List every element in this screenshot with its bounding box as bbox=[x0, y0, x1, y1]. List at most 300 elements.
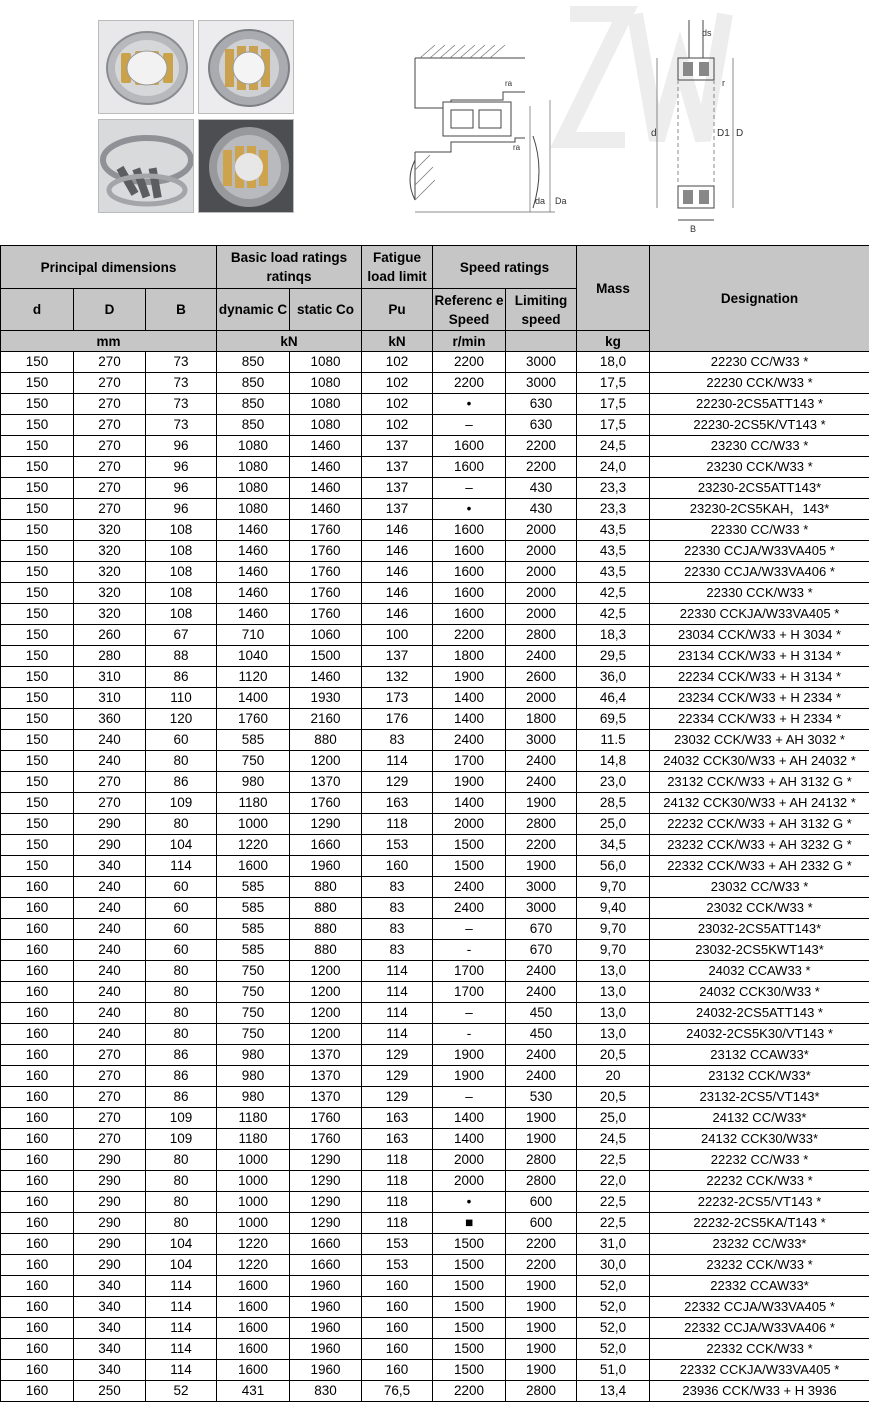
cell-static: 1500 bbox=[290, 646, 362, 667]
header-col-static: static Co bbox=[290, 289, 362, 331]
cell-B: 108 bbox=[146, 604, 217, 625]
cell-reference-speed: 1500 bbox=[433, 1255, 506, 1276]
cell-limiting-speed: 2000 bbox=[506, 604, 577, 625]
table-row bbox=[1, 1318, 869, 1339]
cell-designation: 22230-2CS5ATT143 * bbox=[650, 394, 869, 415]
cell-d: 150 bbox=[1, 394, 74, 415]
cell-reference-speed: 1500 bbox=[433, 856, 506, 877]
cell-pu: 129 bbox=[362, 1087, 433, 1108]
header-designation: Designation bbox=[650, 246, 869, 352]
cell-pu: 160 bbox=[362, 856, 433, 877]
cell-B: 73 bbox=[146, 394, 217, 415]
cell-mass: 43,5 bbox=[577, 520, 650, 541]
cell-designation: 22234 CCK/W33 + H 3134 * bbox=[650, 667, 869, 688]
bearing-photo-4 bbox=[198, 119, 294, 213]
cell-d: 160 bbox=[1, 919, 74, 940]
cell-d: 160 bbox=[1, 1381, 74, 1402]
cell-limiting-speed: 2000 bbox=[506, 520, 577, 541]
cell-D: 270 bbox=[74, 1045, 146, 1066]
cell-reference-speed: 1500 bbox=[433, 1276, 506, 1297]
cell-static: 1660 bbox=[290, 1255, 362, 1276]
cell-d: 160 bbox=[1, 1213, 74, 1234]
cell-D: 270 bbox=[74, 373, 146, 394]
cell-dynamic: 585 bbox=[217, 919, 290, 940]
cell-pu: 102 bbox=[362, 373, 433, 394]
cell-D: 340 bbox=[74, 1339, 146, 1360]
cell-d: 150 bbox=[1, 457, 74, 478]
cell-pu: 137 bbox=[362, 436, 433, 457]
cell-designation: 22332 CCK/W33 * bbox=[650, 1339, 869, 1360]
cell-static: 1760 bbox=[290, 1129, 362, 1150]
cell-mass: 13,0 bbox=[577, 1024, 650, 1045]
cell-B: 96 bbox=[146, 436, 217, 457]
cell-dynamic: 1000 bbox=[217, 814, 290, 835]
cell-reference-speed: 1500 bbox=[433, 835, 506, 856]
cell-d: 160 bbox=[1, 1108, 74, 1129]
cell-limiting-speed: 450 bbox=[506, 1003, 577, 1024]
cell-mass: 51,0 bbox=[577, 1360, 650, 1381]
cell-designation: 22334 CCK/W33 + H 2334 * bbox=[650, 709, 869, 730]
cell-mass: 25,0 bbox=[577, 1108, 650, 1129]
cell-pu: 83 bbox=[362, 730, 433, 751]
cell-limiting-speed: 2400 bbox=[506, 646, 577, 667]
cell-dynamic: 1760 bbox=[217, 709, 290, 730]
cell-d: 150 bbox=[1, 688, 74, 709]
cell-limiting-speed: 1800 bbox=[506, 709, 577, 730]
cell-D: 340 bbox=[74, 1318, 146, 1339]
cell-static: 1930 bbox=[290, 688, 362, 709]
cell-static: 880 bbox=[290, 877, 362, 898]
cell-static: 880 bbox=[290, 940, 362, 961]
cell-limiting-speed: 670 bbox=[506, 919, 577, 940]
cell-static: 1080 bbox=[290, 394, 362, 415]
cell-static: 1370 bbox=[290, 1045, 362, 1066]
cell-d: 160 bbox=[1, 1129, 74, 1150]
cell-reference-speed: – bbox=[433, 919, 506, 940]
cell-pu: 146 bbox=[362, 562, 433, 583]
cell-limiting-speed: 1900 bbox=[506, 1108, 577, 1129]
cell-designation: 23232 CCK/W33 + AH 3232 G * bbox=[650, 835, 869, 856]
cell-static: 1960 bbox=[290, 1297, 362, 1318]
header-col-B: B bbox=[146, 289, 217, 331]
cell-mass: 18,3 bbox=[577, 625, 650, 646]
cell-D: 320 bbox=[74, 541, 146, 562]
cell-mass: 22,5 bbox=[577, 1150, 650, 1171]
cell-mass: 52,0 bbox=[577, 1297, 650, 1318]
cell-limiting-speed: 2400 bbox=[506, 982, 577, 1003]
cell-static: 1760 bbox=[290, 562, 362, 583]
table-row bbox=[1, 604, 869, 625]
cell-static: 1290 bbox=[290, 1192, 362, 1213]
cell-designation: 22330 CCKJA/W33VA405 * bbox=[650, 604, 869, 625]
cell-reference-speed: 1800 bbox=[433, 646, 506, 667]
cell-mass: 28,5 bbox=[577, 793, 650, 814]
cell-d: 160 bbox=[1, 940, 74, 961]
cell-dynamic: 710 bbox=[217, 625, 290, 646]
cell-pu: 160 bbox=[362, 1318, 433, 1339]
cell-B: 114 bbox=[146, 1297, 217, 1318]
cell-limiting-speed: 1900 bbox=[506, 1339, 577, 1360]
cell-D: 340 bbox=[74, 1360, 146, 1381]
cell-d: 160 bbox=[1, 1150, 74, 1171]
header-unit-empty bbox=[506, 331, 577, 352]
svg-text:ds: ds bbox=[702, 28, 712, 38]
cell-d: 160 bbox=[1, 1339, 74, 1360]
table-row bbox=[1, 751, 869, 772]
cell-designation: 23032 CCK/W33 * bbox=[650, 898, 869, 919]
cell-D: 270 bbox=[74, 1108, 146, 1129]
cell-designation: 24032-2CS5K30/VT143 * bbox=[650, 1024, 869, 1045]
cell-designation: 22232 CC/W33 * bbox=[650, 1150, 869, 1171]
cell-dynamic: 585 bbox=[217, 940, 290, 961]
cell-pu: 118 bbox=[362, 1150, 433, 1171]
cell-reference-speed: 2000 bbox=[433, 1171, 506, 1192]
cell-reference-speed: 1900 bbox=[433, 1066, 506, 1087]
cell-static: 1200 bbox=[290, 982, 362, 1003]
cell-limiting-speed: 3000 bbox=[506, 373, 577, 394]
cell-B: 109 bbox=[146, 1108, 217, 1129]
header-fatigue-load-limit: Fatigue load limit bbox=[362, 246, 433, 289]
cell-B: 86 bbox=[146, 1066, 217, 1087]
cell-dynamic: 1080 bbox=[217, 499, 290, 520]
table-row bbox=[1, 667, 869, 688]
cell-B: 109 bbox=[146, 1129, 217, 1150]
cell-dynamic: 750 bbox=[217, 982, 290, 1003]
cell-D: 290 bbox=[74, 835, 146, 856]
cell-limiting-speed: 630 bbox=[506, 394, 577, 415]
cell-static: 1370 bbox=[290, 772, 362, 793]
cell-pu: 163 bbox=[362, 793, 433, 814]
cell-D: 270 bbox=[74, 499, 146, 520]
cell-designation: 23232 CCK/W33 * bbox=[650, 1255, 869, 1276]
cell-reference-speed: • bbox=[433, 1192, 506, 1213]
cell-mass: 56,0 bbox=[577, 856, 650, 877]
cell-reference-speed: 2400 bbox=[433, 877, 506, 898]
cell-B: 104 bbox=[146, 1234, 217, 1255]
cell-pu: 153 bbox=[362, 1234, 433, 1255]
cell-designation: 22332 CCJA/W33VA406 * bbox=[650, 1318, 869, 1339]
table-row bbox=[1, 1129, 869, 1150]
cell-mass: 9,70 bbox=[577, 919, 650, 940]
header-unit-kn: kN bbox=[217, 331, 362, 352]
cell-mass: 43,5 bbox=[577, 562, 650, 583]
cell-designation: 24132 CC/W33* bbox=[650, 1108, 869, 1129]
table-row bbox=[1, 1297, 869, 1318]
cell-pu: 76,5 bbox=[362, 1381, 433, 1402]
cell-mass: 52,0 bbox=[577, 1276, 650, 1297]
cell-dynamic: 1220 bbox=[217, 1234, 290, 1255]
cell-limiting-speed: 1900 bbox=[506, 1276, 577, 1297]
cell-reference-speed: 1700 bbox=[433, 982, 506, 1003]
table-row bbox=[1, 1066, 869, 1087]
cell-mass: 14,8 bbox=[577, 751, 650, 772]
cell-pu: 100 bbox=[362, 625, 433, 646]
cell-D: 240 bbox=[74, 898, 146, 919]
cell-designation: 23234 CCK/W33 + H 2334 * bbox=[650, 688, 869, 709]
cell-static: 2160 bbox=[290, 709, 362, 730]
cell-d: 150 bbox=[1, 415, 74, 436]
table-row bbox=[1, 1087, 869, 1108]
table-row bbox=[1, 1213, 869, 1234]
cell-mass: 46,4 bbox=[577, 688, 650, 709]
header-col-limiting-speed: Limiting speed bbox=[506, 289, 577, 331]
cell-B: 114 bbox=[146, 1318, 217, 1339]
cell-designation: 22232 CCK/W33 + AH 3132 G * bbox=[650, 814, 869, 835]
cell-limiting-speed: 430 bbox=[506, 499, 577, 520]
cell-limiting-speed: 2200 bbox=[506, 835, 577, 856]
cell-pu: 160 bbox=[362, 1360, 433, 1381]
cell-B: 73 bbox=[146, 352, 217, 373]
cell-D: 270 bbox=[74, 352, 146, 373]
cell-d: 150 bbox=[1, 709, 74, 730]
cell-B: 108 bbox=[146, 583, 217, 604]
svg-text:B: B bbox=[690, 224, 696, 234]
cell-dynamic: 750 bbox=[217, 1024, 290, 1045]
cell-pu: 114 bbox=[362, 1024, 433, 1045]
cell-static: 1460 bbox=[290, 478, 362, 499]
cell-pu: 129 bbox=[362, 1045, 433, 1066]
cell-limiting-speed: 2800 bbox=[506, 625, 577, 646]
table-row bbox=[1, 1276, 869, 1297]
svg-text:d: d bbox=[651, 128, 657, 139]
cell-B: 96 bbox=[146, 478, 217, 499]
cell-static: 880 bbox=[290, 730, 362, 751]
cell-reference-speed: 1500 bbox=[433, 1360, 506, 1381]
cell-pu: 102 bbox=[362, 394, 433, 415]
cell-designation: 23032-2CS5KWT143* bbox=[650, 940, 869, 961]
cell-d: 160 bbox=[1, 961, 74, 982]
cell-designation: 23134 CCK/W33 + H 3134 * bbox=[650, 646, 869, 667]
cell-dynamic: 1460 bbox=[217, 520, 290, 541]
cell-d: 160 bbox=[1, 1171, 74, 1192]
cell-limiting-speed: 2200 bbox=[506, 457, 577, 478]
cell-limiting-speed: 2800 bbox=[506, 1171, 577, 1192]
cell-mass: 22,5 bbox=[577, 1192, 650, 1213]
table-row bbox=[1, 940, 869, 961]
cell-designation: 24032 CCAW33 * bbox=[650, 961, 869, 982]
cell-reference-speed: 2200 bbox=[433, 352, 506, 373]
bearing-photo-1 bbox=[98, 20, 194, 114]
cell-d: 150 bbox=[1, 541, 74, 562]
cell-limiting-speed: 2200 bbox=[506, 436, 577, 457]
cell-pu: 114 bbox=[362, 751, 433, 772]
cell-mass: 20 bbox=[577, 1066, 650, 1087]
cell-D: 320 bbox=[74, 604, 146, 625]
cell-static: 1460 bbox=[290, 457, 362, 478]
cell-pu: 132 bbox=[362, 667, 433, 688]
cell-D: 240 bbox=[74, 982, 146, 1003]
cell-static: 1760 bbox=[290, 793, 362, 814]
cell-pu: 83 bbox=[362, 940, 433, 961]
cell-pu: 153 bbox=[362, 835, 433, 856]
cell-D: 270 bbox=[74, 1066, 146, 1087]
cell-dynamic: 1460 bbox=[217, 541, 290, 562]
cell-static: 1080 bbox=[290, 352, 362, 373]
cell-D: 270 bbox=[74, 436, 146, 457]
cell-D: 240 bbox=[74, 919, 146, 940]
cell-limiting-speed: 2200 bbox=[506, 1234, 577, 1255]
table-row bbox=[1, 646, 869, 667]
cell-static: 1060 bbox=[290, 625, 362, 646]
cell-D: 320 bbox=[74, 583, 146, 604]
header-col-reference-speed: Referenc e Speed bbox=[433, 289, 506, 331]
cell-limiting-speed: 2800 bbox=[506, 1381, 577, 1402]
cell-static: 1760 bbox=[290, 583, 362, 604]
cell-static: 1290 bbox=[290, 1171, 362, 1192]
cell-pu: 83 bbox=[362, 877, 433, 898]
cell-reference-speed: – bbox=[433, 1003, 506, 1024]
cell-mass: 24,5 bbox=[577, 1129, 650, 1150]
cell-pu: 83 bbox=[362, 898, 433, 919]
cell-limiting-speed: 670 bbox=[506, 940, 577, 961]
cell-dynamic: 1080 bbox=[217, 457, 290, 478]
cell-dynamic: 585 bbox=[217, 730, 290, 751]
cell-static: 1660 bbox=[290, 835, 362, 856]
cell-static: 1290 bbox=[290, 814, 362, 835]
cell-mass: 36,0 bbox=[577, 667, 650, 688]
cell-dynamic: 1000 bbox=[217, 1192, 290, 1213]
cell-d: 160 bbox=[1, 1087, 74, 1108]
cell-B: 86 bbox=[146, 667, 217, 688]
cell-mass: 52,0 bbox=[577, 1339, 650, 1360]
cell-dynamic: 1180 bbox=[217, 1108, 290, 1129]
cell-limiting-speed: 2200 bbox=[506, 1255, 577, 1276]
cell-designation: 22330 CCK/W33 * bbox=[650, 583, 869, 604]
cell-d: 160 bbox=[1, 1276, 74, 1297]
cell-designation: 22332 CCK/W33 + AH 2332 G * bbox=[650, 856, 869, 877]
cell-d: 150 bbox=[1, 625, 74, 646]
cell-designation: 23132 CCK/W33* bbox=[650, 1066, 869, 1087]
zw-watermark bbox=[563, 14, 725, 140]
cell-d: 150 bbox=[1, 499, 74, 520]
cell-reference-speed: 1900 bbox=[433, 772, 506, 793]
cell-reference-speed: 1700 bbox=[433, 751, 506, 772]
cell-reference-speed: • bbox=[433, 499, 506, 520]
cell-d: 150 bbox=[1, 730, 74, 751]
cell-designation: 24032 CCK30/W33 + AH 24032 * bbox=[650, 751, 869, 772]
cell-limiting-speed: 2800 bbox=[506, 1150, 577, 1171]
cell-limiting-speed: 3000 bbox=[506, 877, 577, 898]
cell-static: 1760 bbox=[290, 520, 362, 541]
cell-limiting-speed: 530 bbox=[506, 1087, 577, 1108]
cell-pu: 129 bbox=[362, 772, 433, 793]
cell-B: 60 bbox=[146, 877, 217, 898]
header-col-dynamic: dynamic C bbox=[217, 289, 290, 331]
cell-mass: 29,5 bbox=[577, 646, 650, 667]
cell-D: 270 bbox=[74, 457, 146, 478]
cell-B: 86 bbox=[146, 1087, 217, 1108]
cell-reference-speed: 1600 bbox=[433, 562, 506, 583]
cell-reference-speed: 1400 bbox=[433, 709, 506, 730]
cell-static: 1760 bbox=[290, 604, 362, 625]
cell-B: 114 bbox=[146, 1339, 217, 1360]
cell-pu: 146 bbox=[362, 541, 433, 562]
cell-static: 1200 bbox=[290, 1024, 362, 1045]
cell-limiting-speed: 1900 bbox=[506, 1297, 577, 1318]
cell-B: 60 bbox=[146, 940, 217, 961]
cell-D: 310 bbox=[74, 688, 146, 709]
cell-mass: 25,0 bbox=[577, 814, 650, 835]
cell-d: 150 bbox=[1, 436, 74, 457]
cell-D: 320 bbox=[74, 562, 146, 583]
table-row bbox=[1, 499, 869, 520]
cell-d: 150 bbox=[1, 751, 74, 772]
cell-pu: 137 bbox=[362, 478, 433, 499]
cell-mass: 9,70 bbox=[577, 877, 650, 898]
cell-B: 96 bbox=[146, 457, 217, 478]
cell-mass: 20,5 bbox=[577, 1045, 650, 1066]
cell-static: 1080 bbox=[290, 373, 362, 394]
cell-reference-speed: - bbox=[433, 1024, 506, 1045]
cell-static: 880 bbox=[290, 898, 362, 919]
cell-D: 240 bbox=[74, 940, 146, 961]
cell-reference-speed: ■ bbox=[433, 1213, 506, 1234]
cell-reference-speed: 1600 bbox=[433, 604, 506, 625]
cell-B: 108 bbox=[146, 520, 217, 541]
product-header-area bbox=[0, 0, 869, 244]
cell-designation: 23230-2CS5ATT143* bbox=[650, 478, 869, 499]
table-row bbox=[1, 478, 869, 499]
cell-D: 340 bbox=[74, 856, 146, 877]
cell-D: 320 bbox=[74, 520, 146, 541]
cell-pu: 160 bbox=[362, 1297, 433, 1318]
table-row bbox=[1, 1255, 869, 1276]
cell-D: 260 bbox=[74, 625, 146, 646]
cell-d: 150 bbox=[1, 856, 74, 877]
header-col-D: D bbox=[74, 289, 146, 331]
table-row bbox=[1, 625, 869, 646]
cell-pu: 129 bbox=[362, 1066, 433, 1087]
cell-dynamic: 1000 bbox=[217, 1150, 290, 1171]
header-basic-load-ratings: Basic load ratings ratinqs bbox=[217, 246, 362, 289]
cell-pu: 114 bbox=[362, 982, 433, 1003]
cell-d: 150 bbox=[1, 562, 74, 583]
table-row bbox=[1, 730, 869, 751]
cell-limiting-speed: 1900 bbox=[506, 1360, 577, 1381]
cell-mass: 52,0 bbox=[577, 1318, 650, 1339]
cell-static: 1290 bbox=[290, 1213, 362, 1234]
cell-designation: 22230 CC/W33 * bbox=[650, 352, 869, 373]
cell-mass: 42,5 bbox=[577, 604, 650, 625]
cell-pu: 146 bbox=[362, 604, 433, 625]
cell-static: 1290 bbox=[290, 1150, 362, 1171]
cell-limiting-speed: 630 bbox=[506, 415, 577, 436]
cell-D: 270 bbox=[74, 772, 146, 793]
cell-pu: 102 bbox=[362, 415, 433, 436]
cell-B: 60 bbox=[146, 919, 217, 940]
cell-dynamic: 1180 bbox=[217, 1129, 290, 1150]
cell-reference-speed: 2200 bbox=[433, 1381, 506, 1402]
cell-dynamic: 980 bbox=[217, 1066, 290, 1087]
cell-D: 340 bbox=[74, 1276, 146, 1297]
svg-text:D: D bbox=[736, 128, 743, 139]
svg-text:ra: ra bbox=[513, 143, 521, 152]
cell-B: 80 bbox=[146, 1213, 217, 1234]
cell-d: 150 bbox=[1, 835, 74, 856]
cell-reference-speed: 2000 bbox=[433, 1150, 506, 1171]
cell-d: 150 bbox=[1, 373, 74, 394]
cell-dynamic: 1080 bbox=[217, 436, 290, 457]
cell-D: 270 bbox=[74, 793, 146, 814]
cell-dynamic: 750 bbox=[217, 751, 290, 772]
cell-D: 360 bbox=[74, 709, 146, 730]
table-row bbox=[1, 1171, 869, 1192]
cell-static: 1460 bbox=[290, 667, 362, 688]
cell-mass: 24,0 bbox=[577, 457, 650, 478]
cell-B: 80 bbox=[146, 1192, 217, 1213]
cell-limiting-speed: 2000 bbox=[506, 583, 577, 604]
cell-limiting-speed: 2400 bbox=[506, 961, 577, 982]
